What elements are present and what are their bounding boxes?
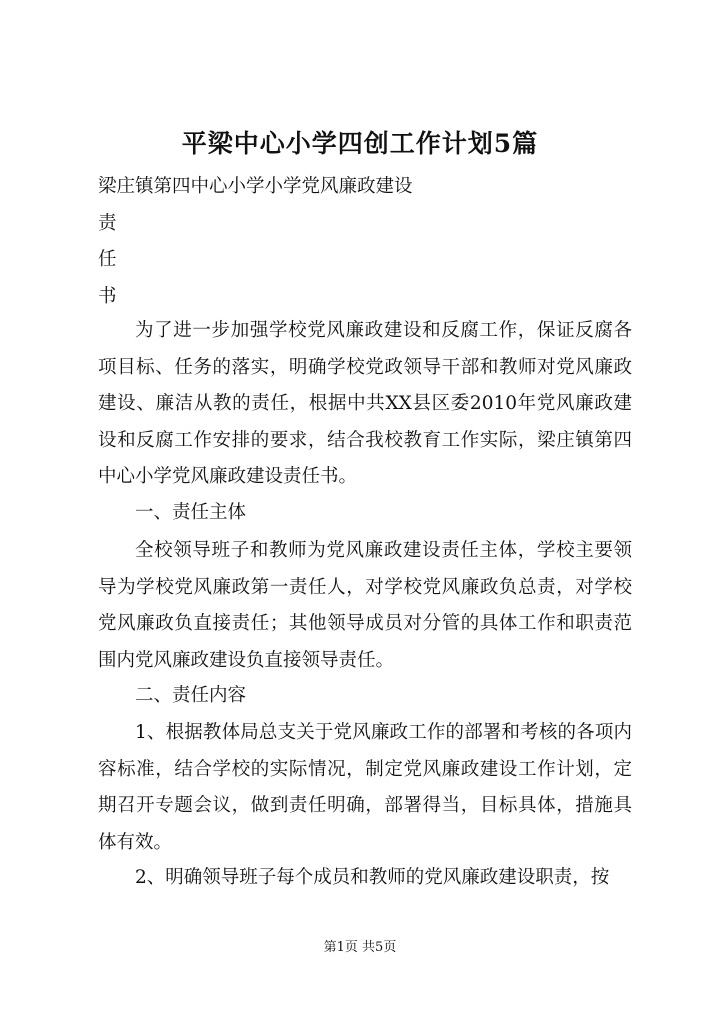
document-title: 平梁中心小学四创工作计划5篇 <box>181 129 539 158</box>
intro-paragraph: 为了进一步加强学校党风廉政建设和反腐工作，保证反腐各项目标、任务的落实，明确学校党政领导干部和教师对党风廉政建设、廉洁从教的责任，根据中共XX县区委2010年党风廉政建设和反腐工作安排的要求，结合我校教育工作实际，梁庄镇第四中心小学党风廉政建设责任书。 <box>98 320 632 488</box>
section1-paragraph: 全校领导班子和教师为党风廉政建设责任主体，学校主要领导为学校党风廉政第一责任人，对学校党风廉政负总责，对学校党风廉政负直接责任；其他领导成员对分管的具体工作和职责范围内党风廉政建设负直接领导责任。 <box>98 540 632 671</box>
vertical-char-2: 任 <box>98 249 117 270</box>
section2-heading: 二、责任内容 <box>135 685 247 706</box>
page-footer: 第1页 共5页 <box>323 940 397 955</box>
document-subtitle: 梁庄镇第四中心小学小学党风廉政建设 <box>98 176 413 197</box>
vertical-char-3: 书 <box>98 286 117 307</box>
section1-heading: 一、责任主体 <box>135 502 247 523</box>
vertical-char-1: 责 <box>98 213 117 234</box>
item1-paragraph: 1、根据教体局总支关于党风廉政工作的部署和考核的各项内容标准，结合学校的实际情况，制定党风廉政建设工作计划，定期召开专题会议，做到责任明确，部署得当，目标具体，措施具体有效。 <box>98 722 632 853</box>
item2-paragraph: 2、明确领导班子每个成员和教师的党风廉政建设职责，按 <box>135 867 610 888</box>
